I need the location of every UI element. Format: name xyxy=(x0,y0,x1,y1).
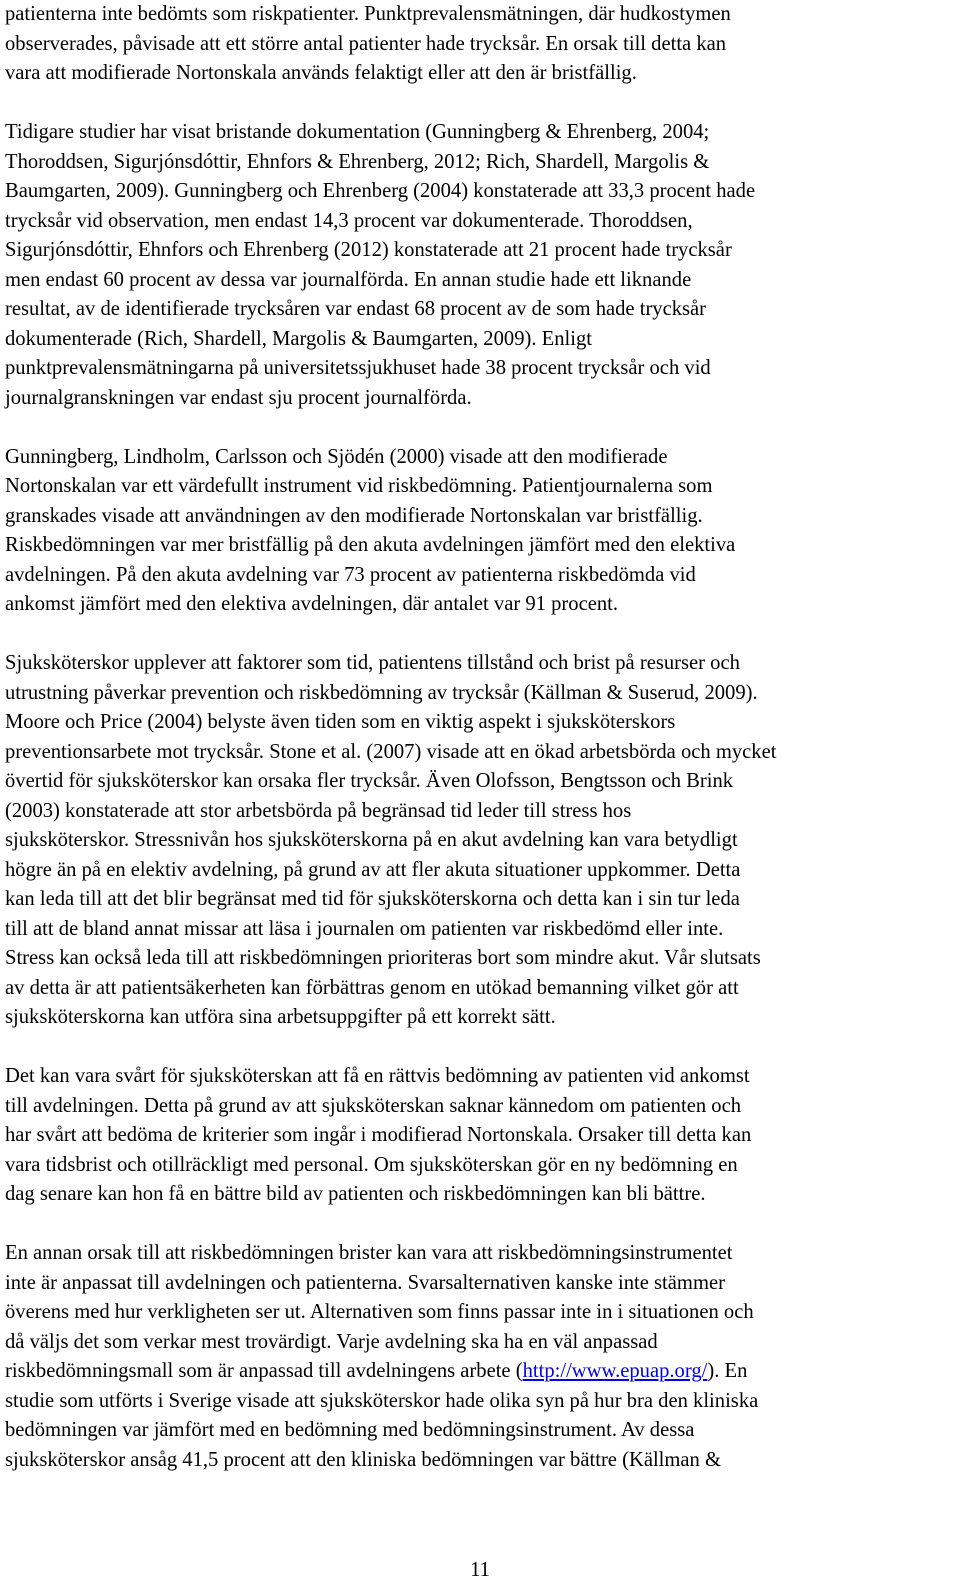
text-line-with-link xyxy=(5,1357,950,1387)
paragraph-3 xyxy=(5,443,950,620)
paragraph-gap xyxy=(5,89,950,119)
text-line: ankomst jämfört med den elektiva avdelningen, där antalet var 91 procent. xyxy=(5,593,619,615)
text-line: trycksår vid observation, men endast 14,3 procent var dokumenterade. Thoroddsen, xyxy=(5,209,693,232)
text-line: till avdelningen. Detta på grund av att sjuksköterskan saknar kännedom om patienten och xyxy=(5,1094,742,1117)
text-line: men endast 60 procent av dessa var journalförda. En annan studie hade ett liknande xyxy=(5,268,692,291)
text-line: Nortonskalan var ett värdefullt instrument vid riskbedömning. Patientjournalerna som xyxy=(5,475,713,497)
text-line: överens med hur verkligheten ser ut. Alternativen som finns passar inte in i situationen och xyxy=(5,1301,754,1323)
paragraph-1 xyxy=(5,0,950,89)
paragraph-gap xyxy=(5,1210,950,1240)
text-line: (2003) konstaterade att stor arbetsbörda på begränsad tid leder till stress hos xyxy=(5,799,632,822)
text-line: granskades visade att användningen av den modifierade Nortonskalan var bristfällig. xyxy=(5,504,703,527)
text-line: Det kan vara svårt för sjuksköterskan att få en rättvis bedömning av patienten vid ankomst xyxy=(5,1065,750,1087)
paragraph-2 xyxy=(5,118,950,413)
paragraph-gap xyxy=(5,1033,950,1063)
text-line: Moore och Price (2004) belyste även tiden som en viktig aspekt i sjuksköterskors xyxy=(5,711,676,733)
text-line: sjuksköterskor ansåg 41,5 procent att den kliniska bedömningen var bättre (Källman & xyxy=(5,1448,722,1471)
text-line: preventionsarbete mot trycksår. Stone et al. (2007) visade att en ökad arbetsbörda och mycket xyxy=(5,740,777,763)
text-line: observerades, påvisade att ett större antal patienter hade trycksår. En orsak till detta kan xyxy=(5,32,727,55)
paragraph-5 xyxy=(5,1062,950,1210)
text-line: vara tidsbrist och otillräckligt med personal. Om sjuksköterskan gör en ny bedömning en xyxy=(5,1153,738,1176)
text-line: patienterna inte bedömts som riskpatienter. Punktprevalensmätningen, där hudkostymen xyxy=(5,3,731,25)
text-line: kan leda till att det blir begränsat med tid för sjuksköterskorna och detta kan i sin tur leda xyxy=(5,888,740,910)
text-line: punktprevalensmätningarna på universitetssjukhuset hade 38 procent trycksår och vid xyxy=(5,357,711,379)
text-line: bedömningen var jämfört med en bedömning med bedömningsinstrument. Av dessa xyxy=(5,1419,695,1441)
text-line: studie som utförts i Sverige visade att sjuksköterskor hade olika syn på hur bra den kliniska xyxy=(5,1389,759,1412)
text-line: vara att modifierade Nortonskala används felaktigt eller att den är bristfällig. xyxy=(5,62,637,84)
paragraph-gap xyxy=(5,620,950,650)
text-line: utrustning påverkar prevention och riskbedömning av trycksår (Källman & Suserud, 2009). xyxy=(5,681,758,704)
text-line: avdelningen. På den akuta avdelning var 73 procent av patienterna riskbedömda vid xyxy=(5,563,696,586)
text-line: En annan orsak till att riskbedömningen brister kan vara att riskbedömningsinstrumentet xyxy=(5,1242,733,1264)
text-line: har svårt att bedöma de kriterier som ingår i modifierad Nortonskala. Orsaker till detta kan xyxy=(5,1124,752,1146)
document-page xyxy=(5,0,950,1475)
text-line: högre än på en elektiv avdelning, på grund av att fler akuta situationer uppkommer. Detta xyxy=(5,858,741,881)
text-line: övertid för sjuksköterskor kan orsaka fler trycksår. Även Olofsson, Bengtsson och Brink xyxy=(5,770,734,792)
text-line: Gunningberg, Lindholm, Carlsson och Sjödén (2000) visade att den modifierade xyxy=(5,445,668,468)
text-line: dag senare kan hon få en bättre bild av patienten och riskbedömningen kan bli bättre. xyxy=(5,1183,706,1205)
paragraph-4 xyxy=(5,649,950,1033)
text-line: av detta är att patientsäkerheten kan förbättras genom en utökad bemanning vilket gör att xyxy=(5,976,739,999)
text-line: sjuksköterskor. Stressnivån hos sjuksköterskorna på en akut avdelning kan vara betydligt xyxy=(5,829,738,851)
paragraph-gap xyxy=(5,413,950,443)
page-number: 11 xyxy=(470,1559,490,1581)
text-line: resultat, av de identifierade trycksåren var endast 68 procent av de som hade trycksår xyxy=(5,298,707,320)
text-line: Sjuksköterskor upplever att faktorer som tid, patientens tillstånd och brist på resurser och xyxy=(5,652,740,674)
paragraph-6 xyxy=(5,1239,950,1475)
epuap-link[interactable]: http://www.epuap.org/ xyxy=(522,1360,708,1382)
text-line: dokumenterade (Rich, Shardell, Margolis & Baumgarten, 2009). Enligt xyxy=(5,327,592,350)
link-line-prefix: riskbedömningsmall som är anpassad till avdelningens arbete ( xyxy=(5,1360,523,1382)
text-line: då väljs det som verkar mest trovärdigt. Varje avdelning ska ha en väl anpassad xyxy=(5,1330,658,1353)
text-line: Stress kan också leda till att riskbedömningen prioriteras bort som mindre akut. Vår slutsats xyxy=(5,947,761,969)
text-line: inte är anpassat till avdelningen och patienterna. Svarsalternativen kanske inte stämmer xyxy=(5,1271,725,1294)
text-line: Riskbedömningen var mer bristfällig på den akuta avdelningen jämfört med den elektiva xyxy=(5,534,736,556)
text-line: Thoroddsen, Sigurjónsdóttir, Ehnfors & Ehrenberg, 2012; Rich, Shardell, Margolis & xyxy=(5,150,710,173)
text-line: sjuksköterskorna kan utföra sina arbetsuppgifter på ett korrekt sätt. xyxy=(5,1006,556,1028)
text-line: till att de bland annat missar att läsa i journalen om patienten var riskbedömd eller inte. xyxy=(5,917,724,940)
text-line: journalgranskningen var endast sju procent journalförda. xyxy=(5,386,472,409)
text-line: Sigurjónsdóttir, Ehnfors och Ehrenberg (2012) konstaterade att 21 procent hade trycksår xyxy=(5,239,732,261)
text-line: Baumgarten, 2009). Gunningberg och Ehrenberg (2004) konstaterade att 33,3 procent hade xyxy=(5,180,756,202)
link-line-suffix: ). En xyxy=(707,1360,748,1382)
text-line: Tidigare studier har visat bristande dokumentation (Gunningberg & Ehrenberg, 2004; xyxy=(5,121,710,143)
